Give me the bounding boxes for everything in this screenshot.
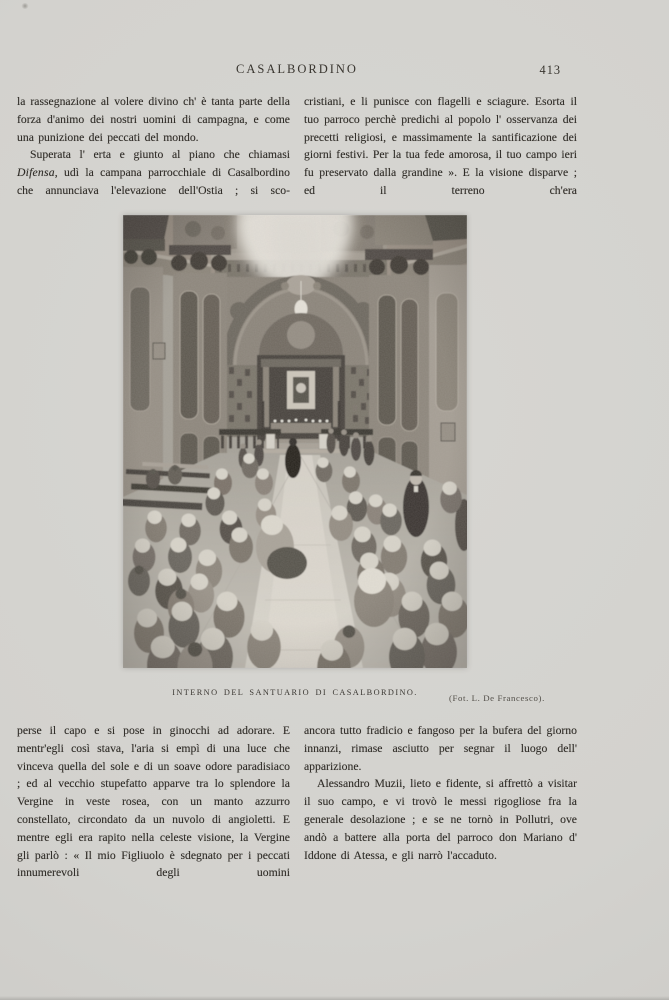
page-number: 413 bbox=[539, 63, 561, 77]
figure-plate bbox=[123, 215, 467, 668]
top-right-column bbox=[304, 93, 577, 200]
paragraph: perse il capo e si pose in ginocchi ad adorare. E mentr'egli così stava, l'aria si empì di una luce che vinceva quella del sole e di un soave odore paradisiaco ; ed al vecchio stupefatto apparve tra lo splendore la Vergine in veste rosea, con un manto azzurro constellato, circondato da un nuvolo di angioletti. E mentre egli era rapito nella celeste visione, la Vergine gli parlò : « Il mio Figliuolo è sdegnato per i peccati innumerevoli degli uomini bbox=[17, 724, 290, 880]
top-left-column bbox=[17, 93, 290, 200]
paragraph bbox=[17, 146, 290, 199]
photo-credit: (Fot. L. De Francesco). bbox=[449, 693, 545, 703]
paragraph: cristiani, e li punisce con flagelli e sciagure. Esorta il tuo parroco perchè predichi al popolo l' osservanza dei precetti religiosi, e massimamente la santificazione dei giorni festivi. Per la tua fede amorosa, il tuo campo ieri fu preservato dalla grandine ». E la visione disparve ; ed il terreno ch'era bbox=[304, 95, 577, 197]
paragraph-text: , udì la campana parrocchiale di Casalbordino che annunciava l'elevazione dell'Ostia ; si sco- bbox=[17, 166, 290, 197]
bottom-text-section bbox=[17, 722, 577, 882]
page-header-title: CASALBORDINO bbox=[236, 62, 358, 76]
bottom-left-column bbox=[17, 722, 290, 882]
bottom-right-column bbox=[304, 722, 577, 882]
figure-caption: INTERNO DEL SANTUARIO DI CASALBORDINO. bbox=[172, 688, 418, 697]
paragraph: Alessandro Muzii, lieto e fidente, si affrettò a visitar il suo campo, e vi trovò le messi rigogliose fra la generale desolazione ; e se ne tornò in Pollutri, ove andò a battere alla porta del parroco don Mariano d' Iddone di Atessa, e gli narrò l'accaduto. bbox=[304, 777, 577, 862]
paragraph: la rassegnazione al volere divino ch' è tanta parte della forza d'animo dei nostri uomini di campagna, e come una punizione dei peccati del mondo. bbox=[17, 95, 290, 144]
sanctuary-photo bbox=[123, 215, 467, 668]
place-name-italic: Difensa bbox=[17, 166, 55, 180]
paragraph: ancora tutto fradicio e fangoso per la bufera del giorno innanzi, rimase asciutto per segnar il luogo dell' apparizione. bbox=[304, 724, 577, 773]
running-head bbox=[17, 62, 577, 77]
paper-smudge bbox=[21, 3, 29, 9]
paragraph-text: Superata l' erta e giunto al piano che chiamasi bbox=[30, 148, 290, 162]
top-text-section bbox=[17, 93, 577, 200]
